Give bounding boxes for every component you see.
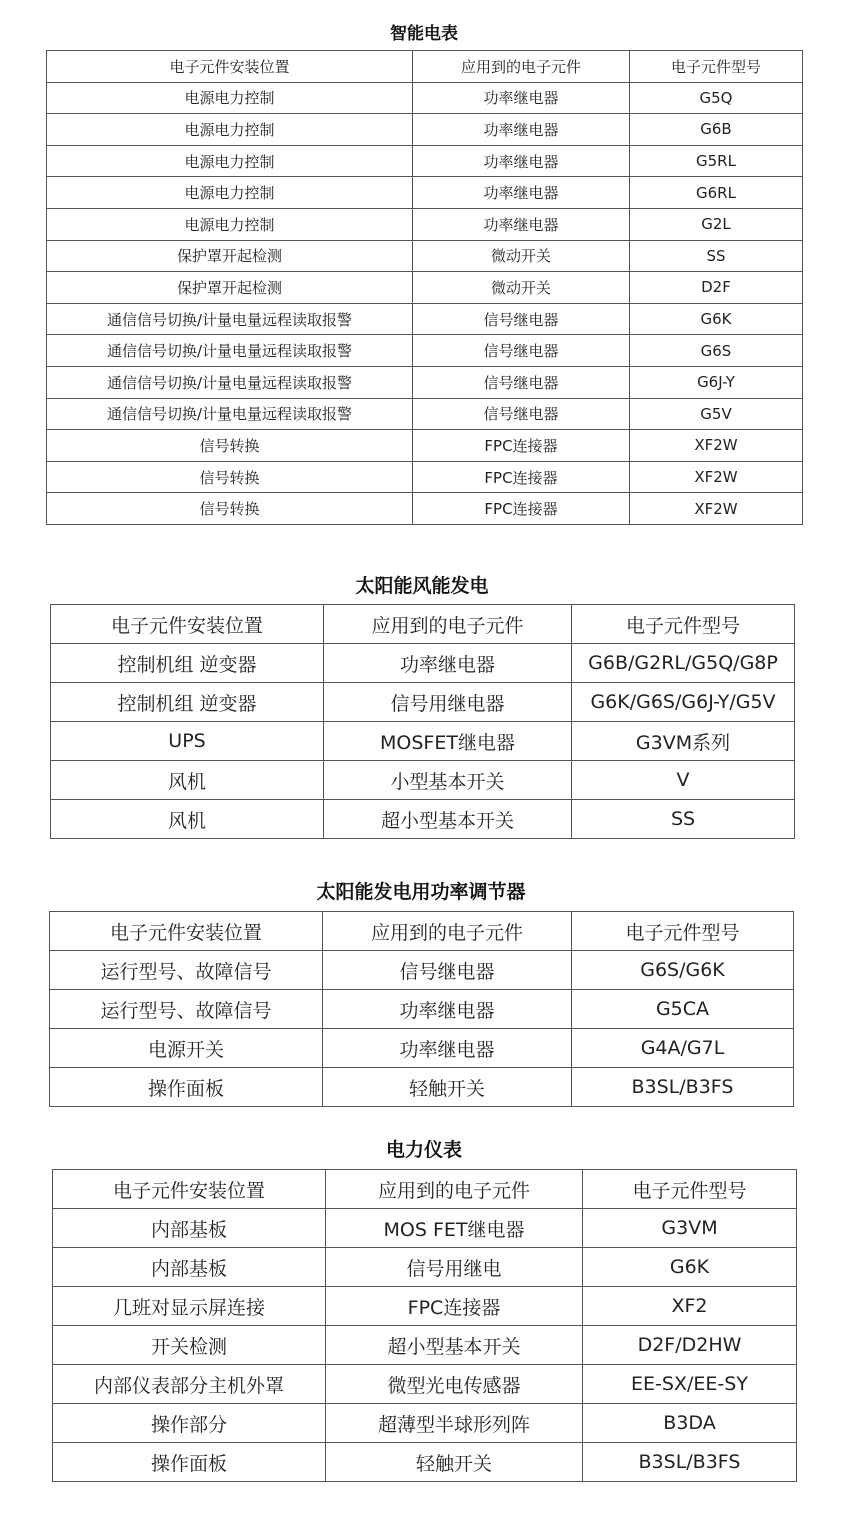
cell-model: XF2 [583, 1287, 797, 1326]
section-title: 电力仪表 [385, 1139, 462, 1161]
cell-component: MOSFET继电器 [324, 722, 572, 761]
cell-location: 风机 [51, 761, 324, 800]
table-row [47, 493, 803, 525]
cell-model: EE-SX/EE-SY [583, 1365, 797, 1404]
header-model: 电子元件型号 [630, 51, 803, 83]
cell-model: XF2W [630, 430, 803, 462]
cell-location: 信号转换 [47, 493, 413, 525]
table-row [50, 1068, 794, 1107]
cell-component: 信号继电器 [413, 398, 630, 430]
cell-component: 功率继电器 [413, 114, 630, 146]
cell-model: G6RL [630, 177, 803, 209]
cell-component: 功率继电器 [323, 1029, 572, 1068]
cell-model: SS [572, 800, 795, 839]
cell-component: FPC连接器 [413, 461, 630, 493]
cell-model: B3SL/B3FS [572, 1068, 794, 1107]
cell-model: G6S/G6K [572, 951, 794, 990]
table-row [50, 990, 794, 1029]
table-row [47, 114, 803, 146]
cell-location: 几班对显示屏连接 [53, 1287, 326, 1326]
cell-model: G5RL [630, 145, 803, 177]
table-row [51, 683, 795, 722]
table-row [53, 1404, 797, 1443]
table-row [47, 208, 803, 240]
table-row [47, 240, 803, 272]
table-row [47, 398, 803, 430]
table-row [47, 366, 803, 398]
components-table [50, 604, 795, 839]
cell-location: 内部仪表部分主机外罩 [53, 1365, 326, 1404]
cell-location: 电源电力控制 [47, 114, 413, 146]
header-install-location: 电子元件安装位置 [51, 605, 324, 644]
cell-location: UPS [51, 722, 324, 761]
cell-location: 内部基板 [53, 1248, 326, 1287]
cell-model: XF2W [630, 461, 803, 493]
cell-component: 功率继电器 [413, 177, 630, 209]
cell-model: G6K/G6S/G6J-Y/G5V [572, 683, 795, 722]
cell-component: 超小型基本开关 [326, 1326, 583, 1365]
cell-component: 轻触开关 [323, 1068, 572, 1107]
cell-model: G5Q [630, 82, 803, 114]
cell-location: 电源电力控制 [47, 208, 413, 240]
table-row [47, 430, 803, 462]
header-install-location: 电子元件安装位置 [47, 51, 413, 83]
cell-model: V [572, 761, 795, 800]
table-row [53, 1209, 797, 1248]
cell-location: 信号转换 [47, 430, 413, 462]
table-row [53, 1365, 797, 1404]
table-row [47, 272, 803, 304]
cell-component: 信号用继电器 [324, 683, 572, 722]
components-table [46, 50, 803, 525]
table-row [47, 177, 803, 209]
section-title: 智能电表 [390, 24, 458, 44]
cell-component: 小型基本开关 [324, 761, 572, 800]
cell-model: G6S [630, 335, 803, 367]
cell-location: 运行型号、故障信号 [50, 951, 323, 990]
header-component: 应用到的电子元件 [324, 605, 572, 644]
cell-location: 通信信号切换/计量电量远程读取报警 [47, 366, 413, 398]
cell-component: 功率继电器 [413, 145, 630, 177]
table-row [50, 951, 794, 990]
cell-component: 微型光电传感器 [326, 1365, 583, 1404]
cell-component: 功率继电器 [413, 82, 630, 114]
cell-component: 信号继电器 [413, 335, 630, 367]
cell-model: B3DA [583, 1404, 797, 1443]
table-row [51, 761, 795, 800]
table-row [51, 800, 795, 839]
table-row [53, 1443, 797, 1482]
cell-model: SS [630, 240, 803, 272]
header-component: 应用到的电子元件 [413, 51, 630, 83]
cell-location: 运行型号、故障信号 [50, 990, 323, 1029]
table-row [51, 644, 795, 683]
header-install-location: 电子元件安装位置 [50, 912, 323, 951]
cell-location: 内部基板 [53, 1209, 326, 1248]
table-header-row [53, 1170, 797, 1209]
cell-location: 电源电力控制 [47, 82, 413, 114]
cell-location: 电源开关 [50, 1029, 323, 1068]
table-row [50, 1029, 794, 1068]
cell-model: G6K [583, 1248, 797, 1287]
cell-model: XF2W [630, 493, 803, 525]
cell-location: 通信信号切换/计量电量远程读取报警 [47, 398, 413, 430]
cell-model: G4A/G7L [572, 1029, 794, 1068]
cell-location: 通信信号切换/计量电量远程读取报警 [47, 335, 413, 367]
cell-model: G3VM [583, 1209, 797, 1248]
header-component: 应用到的电子元件 [326, 1170, 583, 1209]
cell-component: 超薄型半球形列阵 [326, 1404, 583, 1443]
table-row [47, 303, 803, 335]
cell-location: 通信信号切换/计量电量远程读取报警 [47, 303, 413, 335]
cell-location: 控制机组 逆变器 [51, 683, 324, 722]
cell-model: G6B [630, 114, 803, 146]
cell-component: 信号继电器 [413, 366, 630, 398]
header-model: 电子元件型号 [572, 912, 794, 951]
cell-location: 操作面板 [50, 1068, 323, 1107]
cell-component: 功率继电器 [413, 208, 630, 240]
cell-location: 电源电力控制 [47, 177, 413, 209]
cell-location: 操作部分 [53, 1404, 326, 1443]
table-row [53, 1248, 797, 1287]
header-component: 应用到的电子元件 [323, 912, 572, 951]
components-table [52, 1169, 797, 1482]
cell-component: FPC连接器 [413, 493, 630, 525]
section-title: 太阳能风能发电 [355, 575, 489, 597]
cell-component: FPC连接器 [326, 1287, 583, 1326]
cell-component: 信号继电器 [413, 303, 630, 335]
cell-component: 信号继电器 [323, 951, 572, 990]
cell-model: G5CA [572, 990, 794, 1029]
table-row [47, 82, 803, 114]
cell-model: G6K [630, 303, 803, 335]
cell-location: 电源电力控制 [47, 145, 413, 177]
cell-component: 功率继电器 [324, 644, 572, 683]
cell-model: D2F/D2HW [583, 1326, 797, 1365]
table-row [53, 1287, 797, 1326]
cell-component: 超小型基本开关 [324, 800, 572, 839]
cell-location: 开关检测 [53, 1326, 326, 1365]
cell-model: G3VM系列 [572, 722, 795, 761]
table-header-row [47, 51, 803, 83]
cell-component: 功率继电器 [323, 990, 572, 1029]
cell-model: G2L [630, 208, 803, 240]
cell-model: G6B/G2RL/G5Q/G8P [572, 644, 795, 683]
table-row [47, 145, 803, 177]
cell-model: B3SL/B3FS [583, 1443, 797, 1482]
cell-component: MOS FET继电器 [326, 1209, 583, 1248]
cell-model: G5V [630, 398, 803, 430]
header-model: 电子元件型号 [572, 605, 795, 644]
cell-location: 操作面板 [53, 1443, 326, 1482]
header-install-location: 电子元件安装位置 [53, 1170, 326, 1209]
cell-location: 风机 [51, 800, 324, 839]
table-row [47, 461, 803, 493]
cell-location: 控制机组 逆变器 [51, 644, 324, 683]
table-header-row [50, 912, 794, 951]
cell-location: 保护罩开起检测 [47, 240, 413, 272]
components-table [49, 911, 794, 1107]
table-header-row [51, 605, 795, 644]
header-model: 电子元件型号 [583, 1170, 797, 1209]
cell-component: 轻触开关 [326, 1443, 583, 1482]
table-row [53, 1326, 797, 1365]
cell-model: G6J-Y [630, 366, 803, 398]
table-row [51, 722, 795, 761]
cell-component: FPC连接器 [413, 430, 630, 462]
table-row [47, 335, 803, 367]
cell-location: 信号转换 [47, 461, 413, 493]
cell-component: 微动开关 [413, 272, 630, 304]
cell-model: D2F [630, 272, 803, 304]
cell-component: 信号用继电 [326, 1248, 583, 1287]
cell-component: 微动开关 [413, 240, 630, 272]
section-title: 太阳能发电用功率调节器 [316, 881, 526, 903]
cell-location: 保护罩开起检测 [47, 272, 413, 304]
